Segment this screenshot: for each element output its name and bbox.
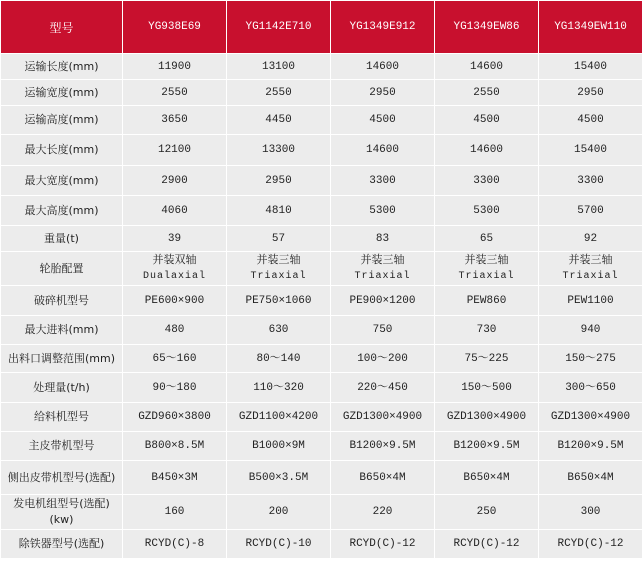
spec-cell (435, 54, 539, 80)
spec-cell (331, 432, 435, 461)
cell-value: 2950 (265, 174, 292, 187)
spec-row (1, 54, 642, 80)
spec-cell (435, 80, 539, 106)
cell-value: 250 (476, 506, 497, 518)
cell-subvalue: Triaxial (458, 270, 515, 282)
cell-value: GZD960×3800 (138, 411, 211, 423)
spec-cell (227, 54, 331, 80)
cell-value: 300 (580, 506, 601, 518)
spec-cell (539, 316, 642, 345)
spec-row (1, 80, 642, 106)
cell-value: PE900×1200 (349, 294, 416, 307)
row-label: 重量(t) (1, 226, 123, 252)
cell-value: 4810 (265, 204, 292, 217)
spec-cell (539, 54, 642, 80)
cell-value: 39 (167, 232, 182, 245)
cell-value: 13100 (261, 60, 295, 73)
cell-value: RCYD(C)-10 (245, 538, 312, 550)
spec-cell (123, 316, 227, 345)
model-header: YG938E69 (123, 1, 227, 54)
cell-value: 2550 (161, 86, 188, 99)
spec-row (1, 495, 642, 530)
cell-value: 5700 (577, 204, 604, 217)
cell-value: 14600 (469, 60, 503, 73)
cell-value: 14600 (469, 144, 503, 156)
spec-cell (123, 286, 227, 316)
spec-cell (539, 80, 642, 106)
model-header: YG1349EW86 (435, 1, 539, 54)
cell-value: 150～500 (461, 381, 512, 394)
row-label: 给料机型号 (1, 403, 123, 432)
cell-value: 3300 (577, 174, 604, 187)
spec-row (1, 196, 642, 226)
cell-value: 100～200 (357, 352, 408, 365)
spec-row (1, 135, 642, 166)
spec-cell (331, 166, 435, 196)
cell-value: 11900 (157, 60, 191, 73)
spec-cell (435, 432, 539, 461)
cell-value: 2550 (265, 86, 292, 99)
cell-value: 940 (580, 324, 601, 336)
cell-value: 4500 (369, 114, 396, 126)
spec-cell (227, 252, 331, 286)
cell-value: B1200×9.5M (349, 440, 416, 452)
spec-cell (123, 345, 227, 373)
spec-cell (123, 432, 227, 461)
spec-cell (123, 495, 227, 530)
spec-cell (123, 461, 227, 495)
cell-value: B1200×9.5M (453, 440, 520, 452)
cell-value: 3650 (161, 114, 188, 126)
cell-value: RCYD(C)-12 (453, 538, 520, 550)
spec-cell (331, 135, 435, 166)
cell-value: B1000×9M (252, 440, 305, 452)
cell-value: 13300 (261, 144, 295, 156)
cell-value: 12100 (157, 144, 191, 156)
spec-cell (435, 166, 539, 196)
spec-cell (227, 373, 331, 403)
cell-value: PE750×1060 (245, 294, 312, 307)
cell-value: RCYD(C)-8 (144, 538, 205, 550)
row-label: 侧出皮带机型号(选配) (1, 461, 123, 495)
spec-cell (331, 461, 435, 495)
row-label: 运输宽度(mm) (1, 80, 123, 106)
spec-row (1, 252, 642, 286)
cell-subvalue: Triaxial (562, 270, 619, 282)
spec-cell (539, 373, 642, 403)
spec-cell (227, 345, 331, 373)
spec-cell (539, 106, 642, 135)
spec-cell (539, 286, 642, 316)
spec-cell (123, 530, 227, 559)
spec-body (1, 54, 642, 559)
spec-cell (539, 461, 642, 495)
spec-row (1, 166, 642, 196)
spec-cell (331, 316, 435, 345)
spec-cell (539, 403, 642, 432)
spec-cell (435, 226, 539, 252)
spec-cell (227, 530, 331, 559)
cell-value: 并装三轴 (360, 254, 405, 267)
spec-cell (435, 403, 539, 432)
spec-cell (435, 106, 539, 135)
spec-cell (227, 196, 331, 226)
cell-value: 并装三轴 (256, 254, 301, 267)
cell-value: 220 (372, 506, 393, 518)
spec-row (1, 106, 642, 135)
cell-value: 92 (583, 232, 598, 245)
spec-row (1, 403, 642, 432)
cell-value: 150～275 (565, 352, 616, 365)
spec-cell (123, 80, 227, 106)
cell-value: PEW1100 (567, 294, 614, 307)
spec-cell (331, 345, 435, 373)
spec-cell (227, 286, 331, 316)
cell-value: 14600 (365, 60, 399, 73)
spec-cell (331, 226, 435, 252)
row-label: 运输长度(mm) (1, 54, 123, 80)
spec-cell (435, 345, 539, 373)
cell-value: B650×4M (463, 471, 510, 484)
cell-value: 160 (164, 506, 185, 518)
model-header: YG1349E912 (331, 1, 435, 54)
row-label: 最大宽度(mm) (1, 166, 123, 196)
spec-cell (227, 316, 331, 345)
spec-cell (227, 461, 331, 495)
cell-value: 14600 (365, 144, 399, 156)
spec-cell (227, 80, 331, 106)
cell-value: 83 (375, 232, 390, 245)
spec-cell (331, 196, 435, 226)
row-label: 发电机组型号(选配)(kw) (1, 495, 123, 530)
cell-value: 110～320 (253, 381, 304, 394)
cell-value: B650×4M (567, 471, 614, 484)
cell-value: 5300 (473, 204, 500, 217)
header-label: 型号 (1, 1, 123, 54)
spec-cell (435, 135, 539, 166)
cell-value: 65 (479, 232, 494, 245)
spec-row (1, 226, 642, 252)
spec-row (1, 345, 642, 373)
spec-cell (435, 252, 539, 286)
spec-cell (123, 196, 227, 226)
cell-value: GZD1300×4900 (342, 411, 423, 423)
cell-value: 730 (476, 324, 497, 336)
spec-cell (539, 495, 642, 530)
spec-cell (227, 166, 331, 196)
spec-cell (435, 316, 539, 345)
spec-cell (227, 432, 331, 461)
row-label: 破碎机型号 (1, 286, 123, 316)
spec-cell (227, 106, 331, 135)
cell-value: 并装三轴 (568, 254, 613, 267)
cell-value: 630 (268, 324, 289, 336)
cell-value: B450×3M (151, 471, 198, 484)
spec-cell (123, 106, 227, 135)
spec-cell (435, 286, 539, 316)
spec-cell (435, 461, 539, 495)
row-label: 最大长度(mm) (1, 135, 123, 166)
cell-value: RCYD(C)-12 (557, 538, 624, 550)
spec-cell (123, 166, 227, 196)
row-label: 最大进料(mm) (1, 316, 123, 345)
spec-cell (435, 196, 539, 226)
cell-value: 75～225 (464, 352, 509, 365)
spec-cell (331, 530, 435, 559)
cell-value: B800×8.5M (144, 440, 205, 452)
spec-cell (123, 373, 227, 403)
cell-value: 4500 (577, 114, 604, 126)
cell-value: GZD1100×4200 (238, 411, 319, 423)
spec-cell (123, 226, 227, 252)
spec-cell (539, 166, 642, 196)
row-label: 除铁器型号(选配) (1, 530, 123, 559)
cell-value: B650×4M (359, 471, 406, 484)
spec-cell (539, 135, 642, 166)
cell-value: 2900 (161, 174, 188, 187)
cell-value: 5300 (369, 204, 396, 217)
spec-row (1, 432, 642, 461)
cell-value: 220～450 (357, 381, 408, 394)
row-label: 运输高度(mm) (1, 106, 123, 135)
cell-value: PE600×900 (144, 294, 205, 307)
spec-cell (539, 432, 642, 461)
spec-cell (435, 495, 539, 530)
cell-subvalue: Dualaxial (142, 270, 206, 282)
spec-cell (227, 495, 331, 530)
cell-value: 90～180 (152, 381, 197, 394)
cell-value: 300～650 (565, 381, 616, 394)
cell-value: 15400 (573, 144, 607, 156)
spec-row (1, 286, 642, 316)
cell-value: 3300 (369, 174, 396, 187)
spec-cell (435, 530, 539, 559)
cell-value: GZD1300×4900 (446, 411, 527, 423)
cell-value: B500×3.5M (248, 471, 309, 484)
spec-cell (331, 403, 435, 432)
cell-value: 4060 (161, 204, 188, 217)
spec-cell (227, 226, 331, 252)
row-label: 处理量(t/h) (1, 373, 123, 403)
spec-cell (227, 403, 331, 432)
row-label: 最大高度(mm) (1, 196, 123, 226)
spec-cell (539, 226, 642, 252)
spec-cell (331, 373, 435, 403)
cell-value: RCYD(C)-12 (349, 538, 416, 550)
cell-value: 2950 (369, 86, 396, 99)
cell-value: 480 (164, 324, 185, 336)
spec-cell (331, 80, 435, 106)
spec-row (1, 373, 642, 403)
spec-cell (539, 345, 642, 373)
spec-cell (123, 135, 227, 166)
cell-value: 并装三轴 (464, 254, 509, 267)
cell-value: 65～160 (152, 352, 197, 365)
cell-value: B1200×9.5M (557, 440, 624, 452)
cell-value: 2550 (473, 86, 500, 99)
spec-cell (331, 106, 435, 135)
cell-value: 并装双轴 (152, 254, 197, 267)
model-header: YG1142E710 (227, 1, 331, 54)
header-row (1, 1, 642, 54)
cell-value: 3300 (473, 174, 500, 187)
row-label: 轮胎配置 (1, 252, 123, 286)
cell-value: 4450 (265, 114, 292, 126)
model-header: YG1349EW110 (539, 1, 642, 54)
cell-value: 200 (268, 506, 289, 518)
spec-cell (539, 196, 642, 226)
spec-cell (539, 530, 642, 559)
row-label: 出料口调整范围(mm) (1, 345, 123, 373)
cell-value: PEW860 (466, 294, 507, 307)
cell-value: 15400 (573, 60, 607, 73)
spec-cell (123, 403, 227, 432)
spec-cell (331, 252, 435, 286)
spec-cell (331, 495, 435, 530)
cell-value: 57 (271, 232, 286, 245)
spec-cell (227, 135, 331, 166)
spec-row (1, 461, 642, 495)
spec-cell (539, 252, 642, 286)
spec-cell (435, 373, 539, 403)
row-label: 主皮带机型号 (1, 432, 123, 461)
spec-row (1, 530, 642, 559)
cell-value: 2950 (577, 86, 604, 99)
cell-subvalue: Triaxial (354, 270, 411, 282)
spec-cell (331, 286, 435, 316)
cell-value: GZD1300×4900 (550, 411, 631, 423)
spec-cell (123, 252, 227, 286)
spec-row (1, 316, 642, 345)
cell-value: 750 (372, 324, 393, 336)
spec-cell (123, 54, 227, 80)
spec-cell (331, 54, 435, 80)
cell-subvalue: Triaxial (250, 270, 307, 282)
cell-value: 80～140 (256, 352, 301, 365)
cell-value: 4500 (473, 114, 500, 126)
